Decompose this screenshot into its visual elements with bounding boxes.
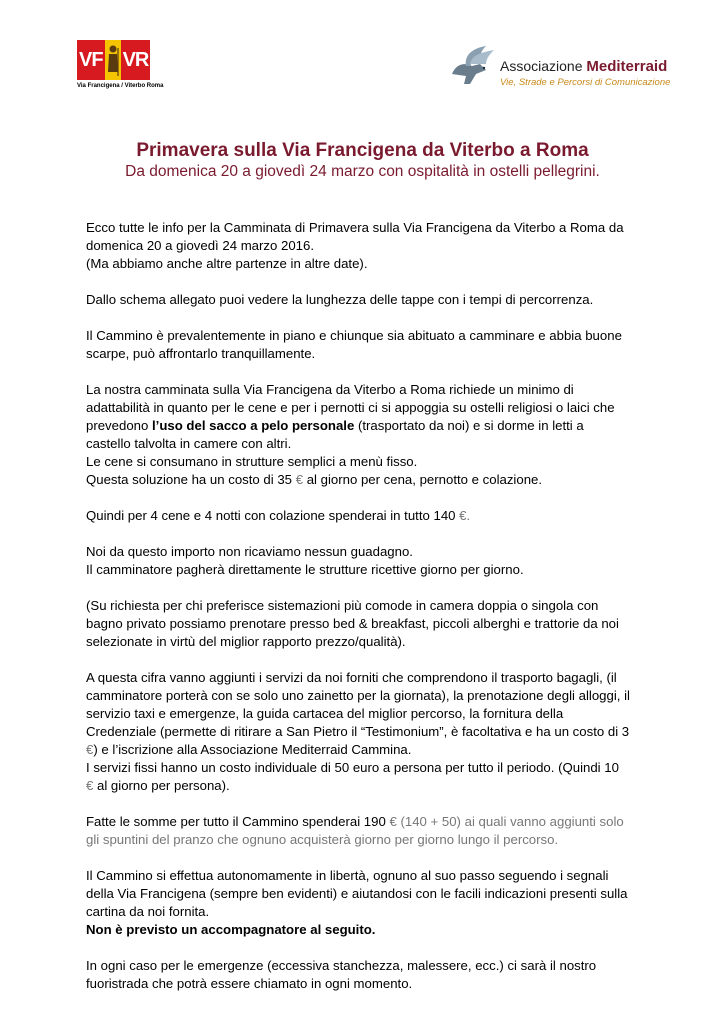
text-line: Quindi per 4 cene e 4 notti con colazione spenderai in tutto 140	[86, 508, 460, 523]
text-line: fuoristrada che potrà essere chiamato in ogni momento.	[86, 976, 413, 991]
document-body	[86, 219, 692, 1011]
text-line: Noi da questo importo non ricaviamo nessun guadagno.	[86, 544, 413, 559]
text-line: selezionate in virtù del miglior rapporto prezzo/qualità).	[86, 634, 406, 649]
pilgrim-icon	[105, 40, 121, 80]
paragraph-total	[86, 507, 692, 525]
text-line: (trasportato da noi) e si dorme in letti a	[354, 418, 584, 433]
euro-symbol: €	[86, 742, 94, 757]
paragraph-services	[86, 669, 692, 795]
paragraph-no-profit	[86, 543, 692, 579]
text-line: (Ma abbiamo anche altre partenze in altre date).	[86, 256, 368, 271]
euro-symbol: €	[86, 778, 94, 793]
text-line: scarpe, può affrontarlo tranquillamente.	[86, 346, 316, 361]
text-line: cartina da noi fornita.	[86, 904, 210, 919]
paragraph-sum	[86, 813, 692, 849]
mediterraid-logo	[446, 44, 676, 96]
bold-text: l’uso del sacco a pelo personale	[152, 418, 355, 433]
paragraph-autonomy	[86, 867, 692, 939]
text-line: camminatore porterà con se solo uno zainetto per la giornata), la prenotazione degli alloggi, il	[86, 688, 630, 703]
winged-horse-icon	[446, 44, 498, 90]
euro-symbol: €.	[459, 508, 471, 523]
gray-text: € (140 + 50) ai quali vanno aggiunti solo	[389, 814, 624, 829]
brand-name: Mediterraid	[586, 58, 668, 75]
paragraph-emergency	[86, 957, 692, 993]
paragraph-difficulty	[86, 327, 692, 363]
text-line: Credenziale (permette di ritirare a San Pietro il “Testimonium”, è facoltativa e ha un costo di 3	[86, 724, 630, 739]
text-line: ) e l’iscrizione alla Associazione Mediterraid Cammina.	[93, 742, 412, 757]
text-line: al giorno per persona).	[93, 778, 230, 793]
text-line: A questa cifra vanno aggiunti i servizi da noi forniti che comprendono il trasporto bagagli, (il	[86, 670, 617, 685]
text-line: Fatte le somme per tutto il Cammino spenderai 190	[86, 814, 390, 829]
gray-text: gli spuntini del pranzo che ognuno acquisterà giorno per giorno lungo il percorso.	[86, 832, 559, 847]
text-line: Il camminatore pagherà direttamente le strutture ricettive giorno per giorno.	[86, 562, 524, 577]
text-line: Questa soluzione ha un costo di 35	[86, 472, 296, 487]
text-line: Le cene si consumano in strutture semplici a menù fisso.	[86, 454, 418, 469]
text-line: domenica 20 a giovedì 24 marzo 2016.	[86, 238, 314, 253]
logo-vf-text: VF	[77, 40, 105, 80]
text-line: (Su richiesta per chi preferisce sistemazioni più comode in camera doppia o singola con	[86, 598, 599, 613]
text-line: I servizi fissi hanno un costo individuale di 50 euro a persona per tutto il periodo. (Quindi 10	[86, 760, 619, 775]
text-line: della Via Francigena (sempre ben evidenti) e aiutandosi con le facili indicazioni presenti sulla	[86, 886, 628, 901]
mediterraid-brand	[500, 58, 667, 75]
text-line: Il Cammino è prevalentemente in piano e chiunque sia abituato a camminare e abbia buone	[86, 328, 622, 343]
brand-prefix: Associazione	[500, 58, 587, 74]
paragraph-intro	[86, 219, 692, 273]
euro-symbol: €	[295, 472, 304, 487]
page-title: Primavera sulla Via Francigena da Viterbo a Roma	[136, 140, 589, 161]
vfvr-logo	[77, 40, 164, 89]
text-line: In ogni caso per le emergenze (eccessiva stanchezza, malessere, ecc.) ci sarà il nostro	[86, 958, 597, 973]
text-line: La nostra camminata sulla Via Francigena da Viterbo a Roma richiede un minimo di	[86, 382, 574, 397]
text-line: Ecco tutte le info per la Camminata di Primavera sulla Via Francigena da Viterbo a Roma da	[86, 220, 624, 235]
text-line: Dallo schema allegato puoi vedere la lunghezza delle tappe con i tempi di percorrenza.	[86, 292, 594, 307]
text-line: al giorno per cena, pernotto e colazione.	[303, 472, 543, 487]
text-line: bagno privato possiamo prenotare presso bed & breakfast, piccoli alberghi e trattorie da noi	[86, 616, 619, 631]
text-line: Il Cammino si effettua autonomamente in libertà, ognuno al suo passo seguendo i segnali	[86, 868, 609, 883]
logo-vr-text: VR	[121, 40, 151, 80]
text-line: adattabilità in quanto per le cene e per i pernotti ci si appoggia su ostelli religiosi o laici che	[86, 400, 615, 415]
text-line: servizio taxi e emergenze, la guida cartacea del miglior percorso, la fornitura della	[86, 706, 564, 721]
text-line: prevedono	[86, 418, 152, 433]
bold-text: Non è previsto un accompagnatore al seguito.	[86, 922, 376, 937]
mediterraid-tagline: Vie, Strade e Percorsi di Comunicazione	[500, 77, 671, 88]
text-line: castello talvolta in camere con altri.	[86, 436, 292, 451]
paragraph-schedule	[86, 291, 692, 309]
logo-subtitle: Via Francigena / Viterbo Roma	[77, 83, 164, 89]
paragraph-accommodation	[86, 381, 692, 489]
paragraph-options	[86, 597, 692, 651]
page-subtitle: Da domenica 20 a giovedì 24 marzo con ospitalità in ostelli pellegrini.	[125, 163, 600, 180]
